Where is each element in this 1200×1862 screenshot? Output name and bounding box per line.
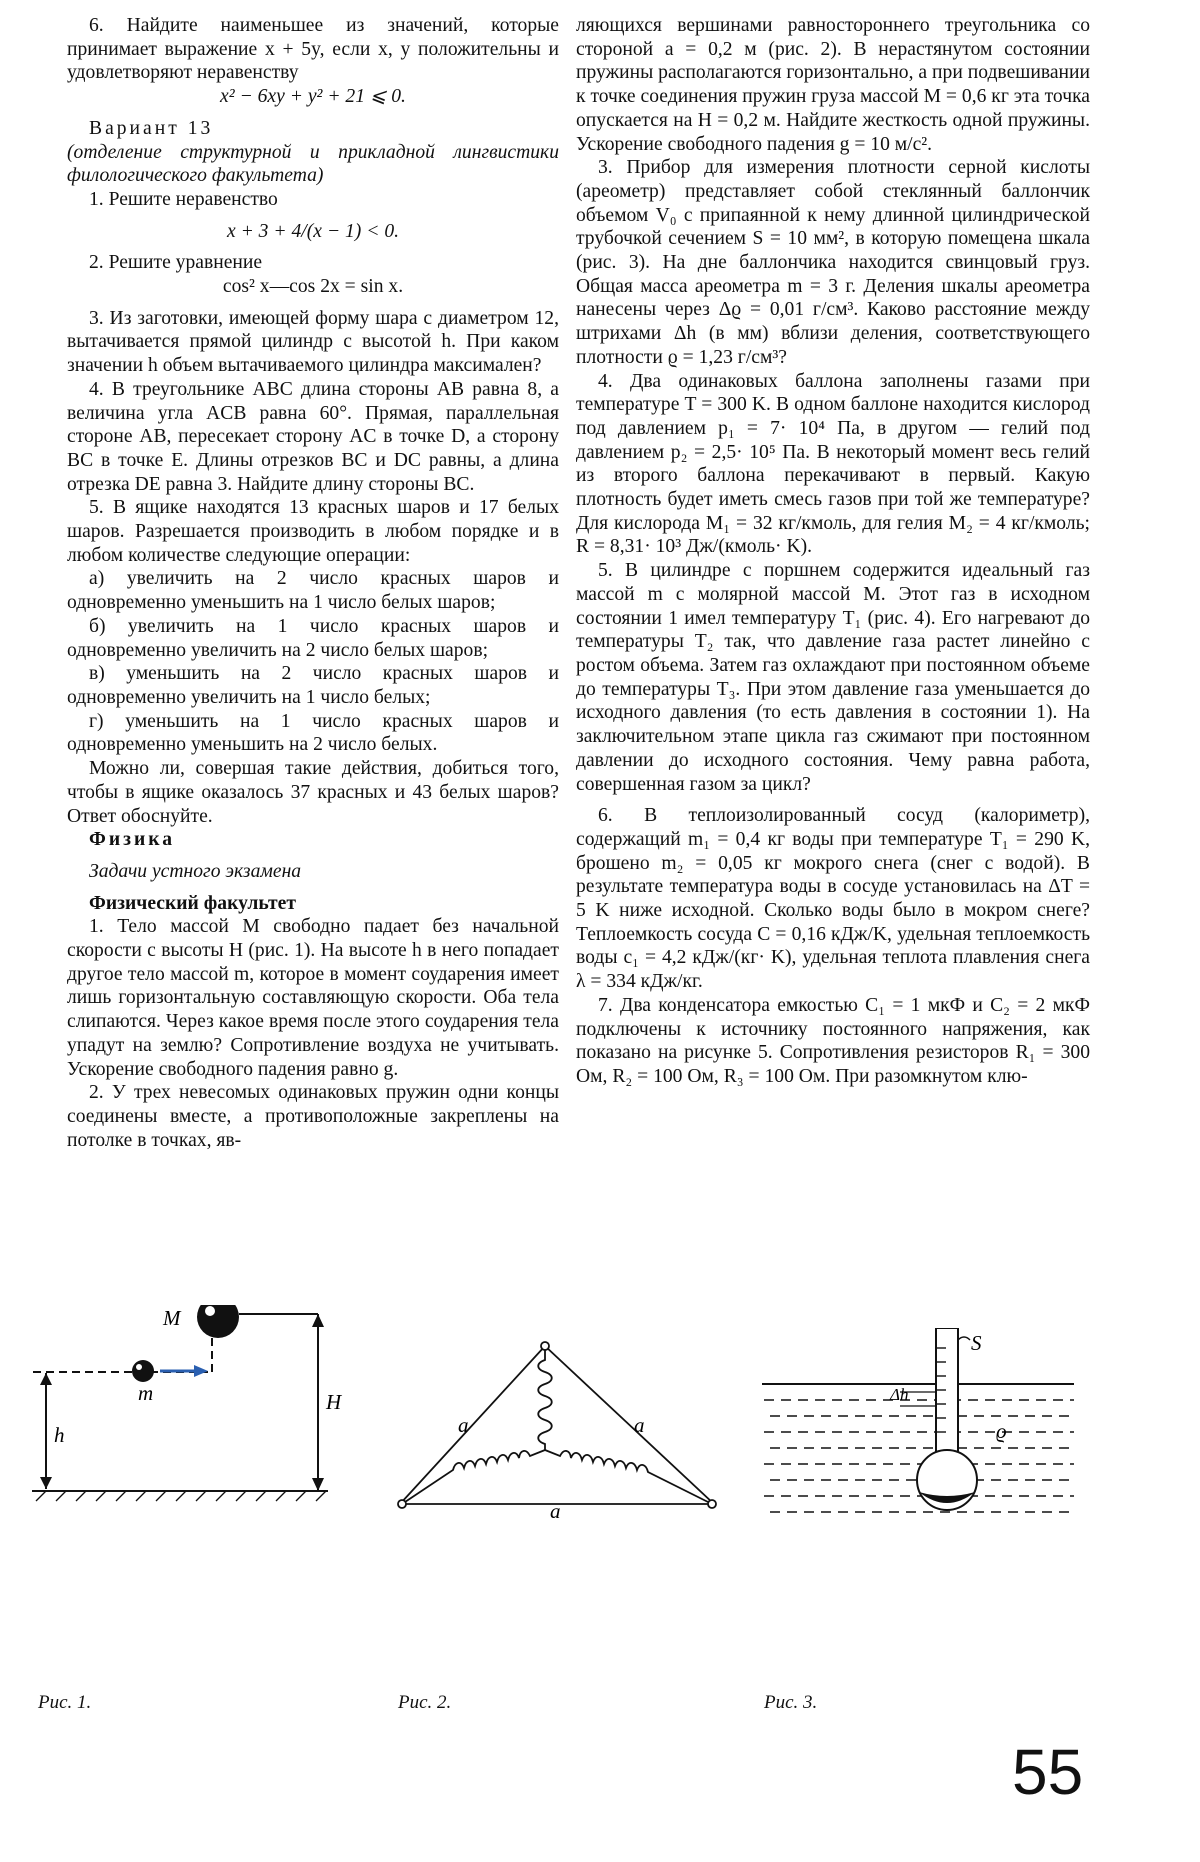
task-5-option-c: в) уменьшить на 2 число красных шаров и одновременно увеличить на 1 число белых; <box>67 663 559 708</box>
label-M: M <box>163 1306 181 1330</box>
figure-3 <box>760 1328 1080 1520</box>
right-column <box>576 14 1090 1089</box>
physics-task-3-text: 3. Прибор для измерения плотности серной кислоты (ареометр) представляет собой стеклянный баллончик объемом V₀ с припаянной к нему длинной цилиндрической трубочкой сечением S = 10 мм², в которую помещена шкала (рис. 3). На дне баллончика находится свинцовый груз. Общая масса ареометра m = 3 г. Деления шкалы ареометра нанесены через Δϱ = 0,01 г/см³. Каково расстояние между штрихами Δh (в мм) вблизи деления, соответствующего плотности ϱ = 1,23 г/см³? <box>576 157 1090 368</box>
label-a-bottom: a <box>550 1499 561 1520</box>
label-a-right: a <box>634 1413 645 1437</box>
label-h: h <box>54 1423 65 1447</box>
figure-1 <box>28 1305 358 1505</box>
physics-task-7-text: 7. Два конденсатора емкостью C₁ = 1 мкФ и C₂ = 2 мкФ подключены к источнику постоянного напряжения, как показано на рисунке 5. Сопротивления резисторов R₁ = 300 Ом, R₂ = 100 Ом, R₃ = 100 Ом. При разомкнутом клю- <box>576 994 1090 1087</box>
physics-heading: Физика <box>89 829 176 851</box>
label-S: S <box>971 1331 982 1355</box>
task-3-text: 3. Из заготовки, имеющей форму шара с диаметром 12, вытачивается прямой цилиндр с высотой h. При каком значении h объем вытачиваемого цилиндра максимален? <box>67 307 559 377</box>
task-1-text: 1. Решите неравенство <box>89 188 278 210</box>
mass-m-ball <box>132 1360 154 1382</box>
caption-figure-2: Рис. 2. <box>398 1692 452 1713</box>
physics-task-6-text: 6. В теплоизолированный сосуд (калориметр), содержащий m₁ = 0,4 кг воды при температуре T₁ = 290 K, брошено m₂ = 0,05 кг мокрого снега (снег с водой). В результате температура воды в сосуде установилась на ΔT = 5 K ниже исходной. Сколько воды было в мокром снеге? Теплоемкость сосуда C = 0,16 кДж/K, удельная теплоемкость воды c₁ = 4,2 кДж/(кг· K), удельная теплота плавления снега λ = 334 кДж/кг. <box>576 805 1090 993</box>
task-4-text: 4. В треугольнике ABC длина стороны AB равна 8, а величина угла ACB равна 60°. Прямая, параллельная стороне AB, пересекает сторону AC в точке D, а сторону BC в точке E. Длины отрезков BC и DC равны, а длина отрезка DE равна 3. Найдите длину стороны BC. <box>67 378 559 495</box>
caption-figure-3: Рис. 3. <box>764 1692 818 1713</box>
problem-6-formula: x² − 6xy + y² + 21 ⩽ 0. <box>220 86 406 108</box>
physics-task-1-text: 1. Тело массой M свободно падает без начальной скорости с высоты H (рис. 1). На высоте h в него попадает другое тело массой m, которое в момент соударения имеет лишь горизонтальную составляющую скорости. Оба тела слипаются. Через какое время после этого соударения тела упадут на землю? Сопротивление воздуха не учитывать. Ускорение свободного падения равно g. <box>67 916 559 1080</box>
caption-figure-1: Рис. 1. <box>38 1692 92 1713</box>
task-2-formula: cos² x—cos 2x = sin x. <box>222 276 404 298</box>
physics-task-4-text: 4. Два одинаковых баллона заполнены газами при температуре T = 300 K. В одном баллоне находится кислород под давлением p₁ = 7· 10⁴ Па, в другом — гелий под давлением p₂ = 2,5· 10⁵ Па. В некоторый момент весь гелий из второго баллона перекачивают в первый. Какую плотность будет иметь смесь газов при той же температуре? Для кислорода M₁ = 32 кг/кмоль, для гелия M₂ = 4 кг/кмоль; R = 8,31· 10³ Дж/(кмоль· K). <box>576 370 1090 558</box>
physics-task-5-text: 5. В цилиндре с поршнем содержится идеальный газ массой m с молярной массой M. Этот газ в исходном состоянии 1 имел температуру T₁ (рис. 4). Его нагревают до температуры T₂ так, что давление газа растет линейно с ростом объема. Затем газ охлаждают при постоянном объеме до температуры T₃. При этом давление газа уменьшается до исходного давления (то есть давления в состоянии 1). На заключительном этапе цикла газ сжимают при постоянном давлении до исходного состояния. Чему равна работа, совершенная газом за цикл? <box>576 560 1090 795</box>
task-2-text: 2. Решите уравнение <box>89 252 263 274</box>
label-delta-h: Δh <box>890 1385 909 1404</box>
variant-title: Вариант 13 <box>89 117 214 139</box>
label-H: H <box>326 1390 342 1414</box>
mass-M-ball <box>197 1305 239 1338</box>
page-number: 55 <box>1012 1736 1084 1808</box>
problem-6-text: 6. Найдите наименьшее из значений, которые принимает выражение x + 5y, если x, y положительны и удовлетворяют неравенству <box>67 15 559 84</box>
task-5-question: Можно ли, совершая такие действия, добиться того, чтобы в ящике оказалось 37 красных и 43 белых шаров? Ответ обоснуйте. <box>67 758 559 827</box>
figure-2 <box>390 1340 730 1520</box>
variant-subtitle: (отделение структурной и прикладной лингвистики филологического факультета) <box>67 141 559 187</box>
task-5-option-a: а) увеличить на 2 число красных шаров и одновременно уменьшить на 1 число белых шаров; <box>67 568 559 614</box>
oral-exam-heading: Задачи устного экзамена <box>89 860 302 882</box>
physics-task-2-continued: ляющихся вершинами равностороннего треугольника со стороной a = 0,2 м (рис. 2). В нерастянутом состоянии пружины располагаются горизонтально, а при подвешивании к точке соединения пружин груза массой M = 0,6 кг эта точка опускается на H = 0,2 м. Найдите жесткость одной пружины. Ускорение свободного падения g = 10 м/с². <box>576 15 1090 155</box>
label-a-left: a <box>458 1413 469 1437</box>
left-column <box>67 14 559 1152</box>
task-1-formula: x + 3 + 4/(x − 1) < 0. <box>226 220 400 242</box>
task-5-option-b: б) увеличить на 1 число красных шаров и одновременно увеличить на 2 число белых шаров; <box>67 615 559 661</box>
task-5-option-d: г) уменьшить на 1 число красных шаров и одновременно уменьшить на 2 число белых. <box>67 710 559 756</box>
label-m: m <box>138 1381 154 1405</box>
label-rho: ϱ <box>996 1419 1007 1443</box>
task-5-text: 5. В ящике находятся 13 красных шаров и 17 белых шаров. Разрешается производить в любом порядке и в любом количестве следующие операции: <box>67 497 559 566</box>
faculty-heading: Физический факультет <box>89 892 296 914</box>
physics-task-2-text: 2. У трех невесомых одинаковых пружин одни концы соединены вместе, а противоположные закреплены на потолке в точках, яв- <box>67 1082 559 1151</box>
